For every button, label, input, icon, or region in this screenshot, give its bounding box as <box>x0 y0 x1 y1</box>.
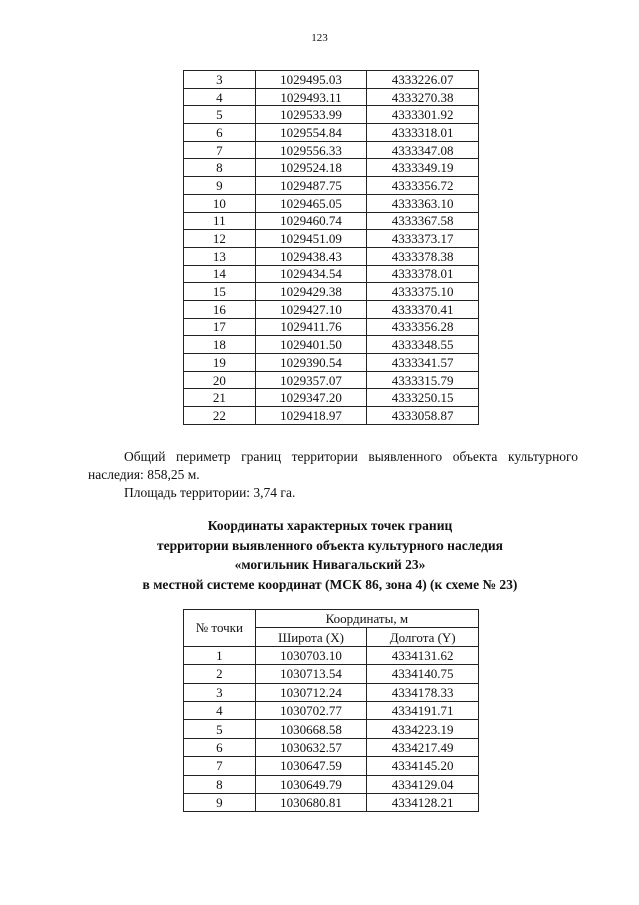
table-header-row <box>184 610 479 628</box>
longitude-cell: 4334191.71 <box>367 701 479 719</box>
latitude-cell: 1029556.33 <box>255 141 367 159</box>
table-row <box>184 141 479 159</box>
table-row <box>184 720 479 738</box>
table-row <box>184 71 479 89</box>
table-row <box>184 757 479 775</box>
table-row <box>184 738 479 756</box>
latitude-cell: 1029495.03 <box>255 71 367 89</box>
point-number-cell: 22 <box>184 407 256 425</box>
longitude-cell: 4333349.19 <box>367 159 479 177</box>
heading-line: в местной системе координат (МСК 86, зона 4) (к схеме № 23) <box>142 576 518 592</box>
table-row <box>184 389 479 407</box>
table-row <box>184 354 479 372</box>
point-number-cell: 2 <box>184 665 256 683</box>
latitude-cell: 1029347.20 <box>255 389 367 407</box>
latitude-cell: 1030713.54 <box>255 665 367 683</box>
heading-line: «могильник Нивагальский 23» <box>234 557 426 572</box>
coordinates-table-continued <box>183 70 479 425</box>
longitude-cell: 4334217.49 <box>367 738 479 756</box>
longitude-cell: 4334223.19 <box>367 720 479 738</box>
heading-line: Координаты характерных точек границ <box>207 518 453 533</box>
longitude-cell: 4333347.08 <box>367 141 479 159</box>
table-row <box>184 159 479 177</box>
table-row <box>184 665 479 683</box>
header-longitude: Долгота (Y) <box>367 628 479 646</box>
longitude-cell: 4334129.04 <box>367 775 479 793</box>
point-number-cell: 15 <box>184 283 256 301</box>
table-row <box>184 283 479 301</box>
table-row <box>184 88 479 106</box>
latitude-cell: 1029357.07 <box>255 371 367 389</box>
latitude-cell: 1029465.05 <box>255 194 367 212</box>
table-row <box>184 701 479 719</box>
section-heading <box>60 516 600 594</box>
longitude-cell: 4333378.38 <box>367 247 479 265</box>
point-number-cell: 21 <box>184 389 256 407</box>
latitude-cell: 1030680.81 <box>255 793 367 811</box>
table-body <box>184 646 479 812</box>
latitude-cell: 1029438.43 <box>255 247 367 265</box>
table-row <box>184 230 479 248</box>
longitude-cell: 4333301.92 <box>367 106 479 124</box>
longitude-cell: 4333375.10 <box>367 283 479 301</box>
latitude-cell: 1029493.11 <box>255 88 367 106</box>
latitude-cell: 1029434.54 <box>255 265 367 283</box>
point-number-cell: 19 <box>184 354 256 372</box>
point-number-cell: 14 <box>184 265 256 283</box>
longitude-cell: 4333356.72 <box>367 177 479 195</box>
table-row <box>184 212 479 230</box>
longitude-cell: 4333373.17 <box>367 230 479 248</box>
table-row <box>184 300 479 318</box>
point-number-cell: 17 <box>184 318 256 336</box>
table-row <box>184 177 479 195</box>
latitude-cell: 1029451.09 <box>255 230 367 248</box>
longitude-cell: 4334128.21 <box>367 793 479 811</box>
perimeter-text: Общий периметр границ территории выявленного объекта культурного наследия: 858,25 м. <box>88 449 578 482</box>
longitude-cell: 4333318.01 <box>367 124 479 142</box>
point-number-cell: 8 <box>184 775 256 793</box>
point-number-cell: 7 <box>184 757 256 775</box>
longitude-cell: 4334145.20 <box>367 757 479 775</box>
point-number-cell: 8 <box>184 159 256 177</box>
latitude-cell: 1030647.59 <box>255 757 367 775</box>
longitude-cell: 4333315.79 <box>367 371 479 389</box>
longitude-cell: 4333270.38 <box>367 88 479 106</box>
header-point-number: № точки <box>184 610 256 647</box>
point-number-cell: 3 <box>184 683 256 701</box>
latitude-cell: 1030632.57 <box>255 738 367 756</box>
latitude-cell: 1029524.18 <box>255 159 367 177</box>
table-row <box>184 775 479 793</box>
latitude-cell: 1029427.10 <box>255 300 367 318</box>
longitude-cell: 4333341.57 <box>367 354 479 372</box>
latitude-cell: 1030703.10 <box>255 646 367 664</box>
longitude-cell: 4333058.87 <box>367 407 479 425</box>
point-number-cell: 3 <box>184 71 256 89</box>
longitude-cell: 4334178.33 <box>367 683 479 701</box>
latitude-cell: 1030702.77 <box>255 701 367 719</box>
table-body <box>184 71 479 425</box>
point-number-cell: 10 <box>184 194 256 212</box>
point-number-cell: 9 <box>184 177 256 195</box>
point-number-cell: 16 <box>184 300 256 318</box>
longitude-cell: 4334131.62 <box>367 646 479 664</box>
point-number-cell: 11 <box>184 212 256 230</box>
point-number-cell: 12 <box>184 230 256 248</box>
header-coordinates: Координаты, м <box>255 610 478 628</box>
table-row <box>184 247 479 265</box>
longitude-cell: 4333250.15 <box>367 389 479 407</box>
point-number-cell: 5 <box>184 106 256 124</box>
latitude-cell: 1029487.75 <box>255 177 367 195</box>
longitude-cell: 4333370.41 <box>367 300 479 318</box>
point-number-cell: 9 <box>184 793 256 811</box>
area-text: Площадь территории: 3,74 га. <box>124 485 296 500</box>
table-row <box>184 407 479 425</box>
longitude-cell: 4334140.75 <box>367 665 479 683</box>
longitude-cell: 4333356.28 <box>367 318 479 336</box>
latitude-cell: 1030712.24 <box>255 683 367 701</box>
table-row <box>184 318 479 336</box>
latitude-cell: 1029429.38 <box>255 283 367 301</box>
heading-line: территории выявленного объекта культурного наследия <box>156 537 503 553</box>
point-number-cell: 20 <box>184 371 256 389</box>
point-number-cell: 13 <box>184 247 256 265</box>
point-number-cell: 7 <box>184 141 256 159</box>
table-row <box>184 124 479 142</box>
longitude-cell: 4333378.01 <box>367 265 479 283</box>
latitude-cell: 1029390.54 <box>255 354 367 372</box>
latitude-cell: 1029554.84 <box>255 124 367 142</box>
table-row <box>184 646 479 664</box>
table-row <box>184 683 479 701</box>
latitude-cell: 1030649.79 <box>255 775 367 793</box>
table-row <box>184 371 479 389</box>
longitude-cell: 4333226.07 <box>367 71 479 89</box>
point-number-cell: 6 <box>184 124 256 142</box>
latitude-cell: 1029401.50 <box>255 336 367 354</box>
latitude-cell: 1029460.74 <box>255 212 367 230</box>
latitude-cell: 1030668.58 <box>255 720 367 738</box>
point-number-cell: 4 <box>184 701 256 719</box>
table-row <box>184 336 479 354</box>
table-header <box>184 610 479 647</box>
longitude-cell: 4333367.58 <box>367 212 479 230</box>
point-number-cell: 18 <box>184 336 256 354</box>
point-number-cell: 1 <box>184 646 256 664</box>
table-row <box>184 793 479 811</box>
header-latitude: Широта (X) <box>255 628 367 646</box>
point-number-cell: 6 <box>184 738 256 756</box>
point-number-cell: 4 <box>184 88 256 106</box>
page-number: 123 <box>311 32 328 44</box>
table-row <box>184 106 479 124</box>
coordinates-table <box>183 609 479 812</box>
longitude-cell: 4333363.10 <box>367 194 479 212</box>
longitude-cell: 4333348.55 <box>367 336 479 354</box>
latitude-cell: 1029418.97 <box>255 407 367 425</box>
table-row <box>184 194 479 212</box>
latitude-cell: 1029533.99 <box>255 106 367 124</box>
table-row <box>184 265 479 283</box>
point-number-cell: 5 <box>184 720 256 738</box>
latitude-cell: 1029411.76 <box>255 318 367 336</box>
